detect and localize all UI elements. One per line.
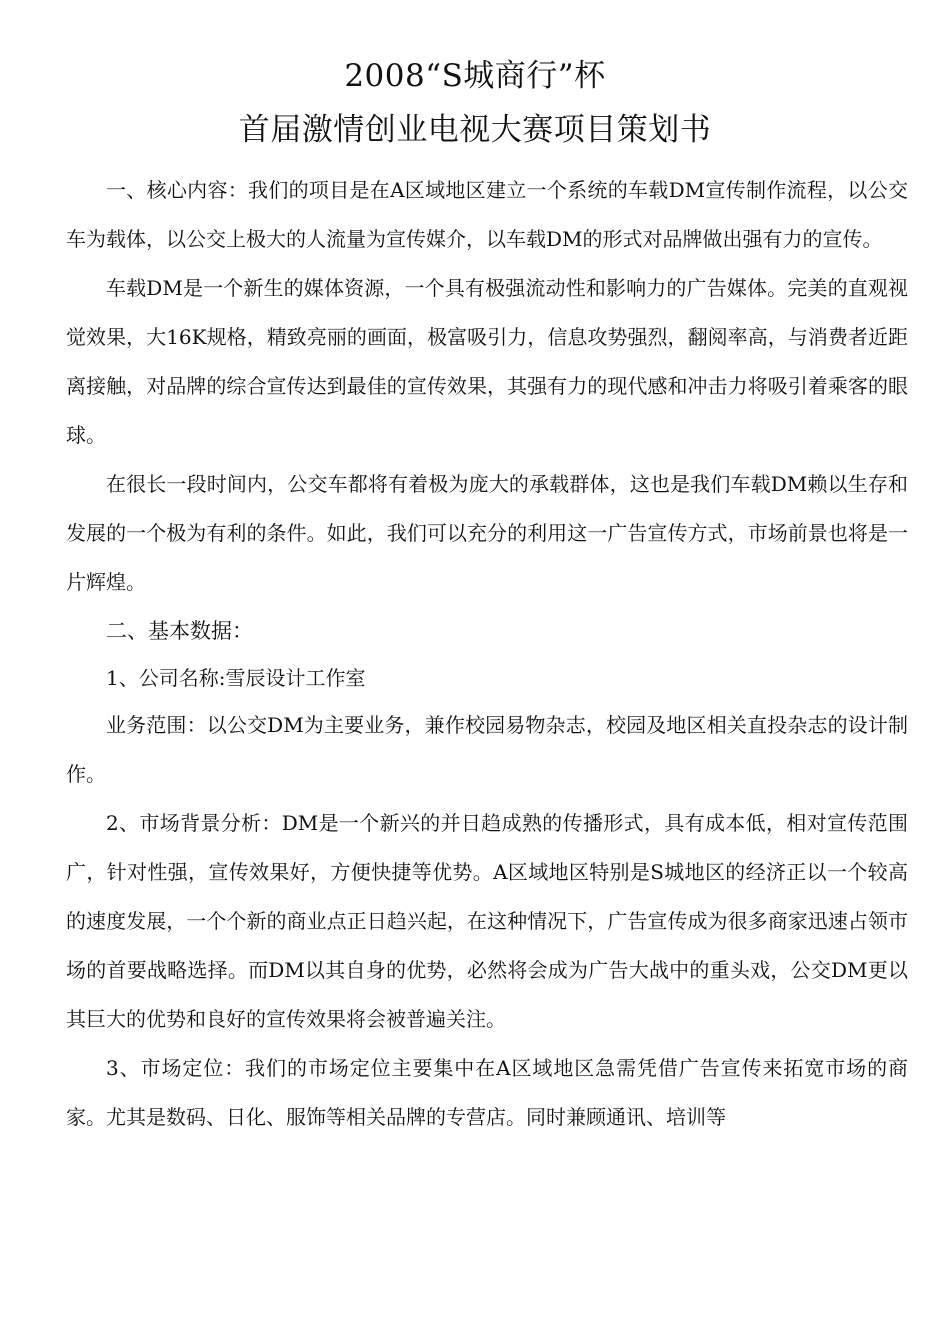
paragraph-company-name: 1、公司名称:雪辰设计工作室 bbox=[106, 666, 366, 690]
paragraph-market-background: 2、市场背景分析：DM是一个新兴的并日趋成熟的传播形式，具有成本低，相对宣传范围广，针对性强，宣传效果好，方便快捷等优势。A区域地区特别是S城地区的经济正以一个较高的速度发展，一个个新的商业点正日趋兴起，在这种情况下，广告宣传成为很多商家迅速占领市场的首要战略选择。而DM以其自身的优势，必然将会成为广告大战中的重头戏，公交DM更以其巨大的优势和良好的宣传效果将会被普遍关注。 bbox=[66, 811, 908, 1031]
paragraph-market-positioning: 3、市场定位：我们的市场定位主要集中在A区域地区急需凭借广告宣传来拓宽市场的商家。尤其是数码、日化、服饰等相关品牌的专营店。同时兼顾通讯、培训等 bbox=[66, 1056, 908, 1129]
paragraph-core-content: 一、核心内容：我们的项目是在A区域地区建立一个系统的车载DM宣传制作流程，以公交车为载体，以公交上极大的人流量为宣传媒介，以车载DM的形式对品牌做出强有力的宣传。 bbox=[66, 178, 908, 251]
section-heading-basic-data: 二、基本数据： bbox=[106, 619, 253, 643]
paragraph-business-scope: 业务范围：以公交DM为主要业务，兼作校园易物杂志，校园及地区相关直投杂志的设计制作。 bbox=[66, 713, 908, 786]
document-title-line1: 2008“S城商行”杯 bbox=[344, 58, 606, 94]
paragraph-dm-media: 车载DM是一个新生的媒体资源，一个具有极强流动性和影响力的广告媒体。完美的直观视觉效果，大16K规格，精致亮丽的画面，极富吸引力，信息攻势强烈，翻阅率高，与消费者近距离接触，对品牌的综合宣传达到最佳的宣传效果，其强有力的现代感和冲击力将吸引着乘客的眼球。 bbox=[66, 276, 908, 447]
document-title-line2: 首届激情创业电视大赛项目策划书 bbox=[238, 112, 712, 148]
paragraph-market-prospect: 在很长一段时间内，公交车都将有着极为庞大的承载群体，这也是我们车载DM赖以生存和发展的一个极为有利的条件。如此，我们可以充分的利用这一广告宣传方式，市场前景也将是一片辉煌。 bbox=[66, 472, 908, 594]
document-body bbox=[66, 166, 908, 1142]
